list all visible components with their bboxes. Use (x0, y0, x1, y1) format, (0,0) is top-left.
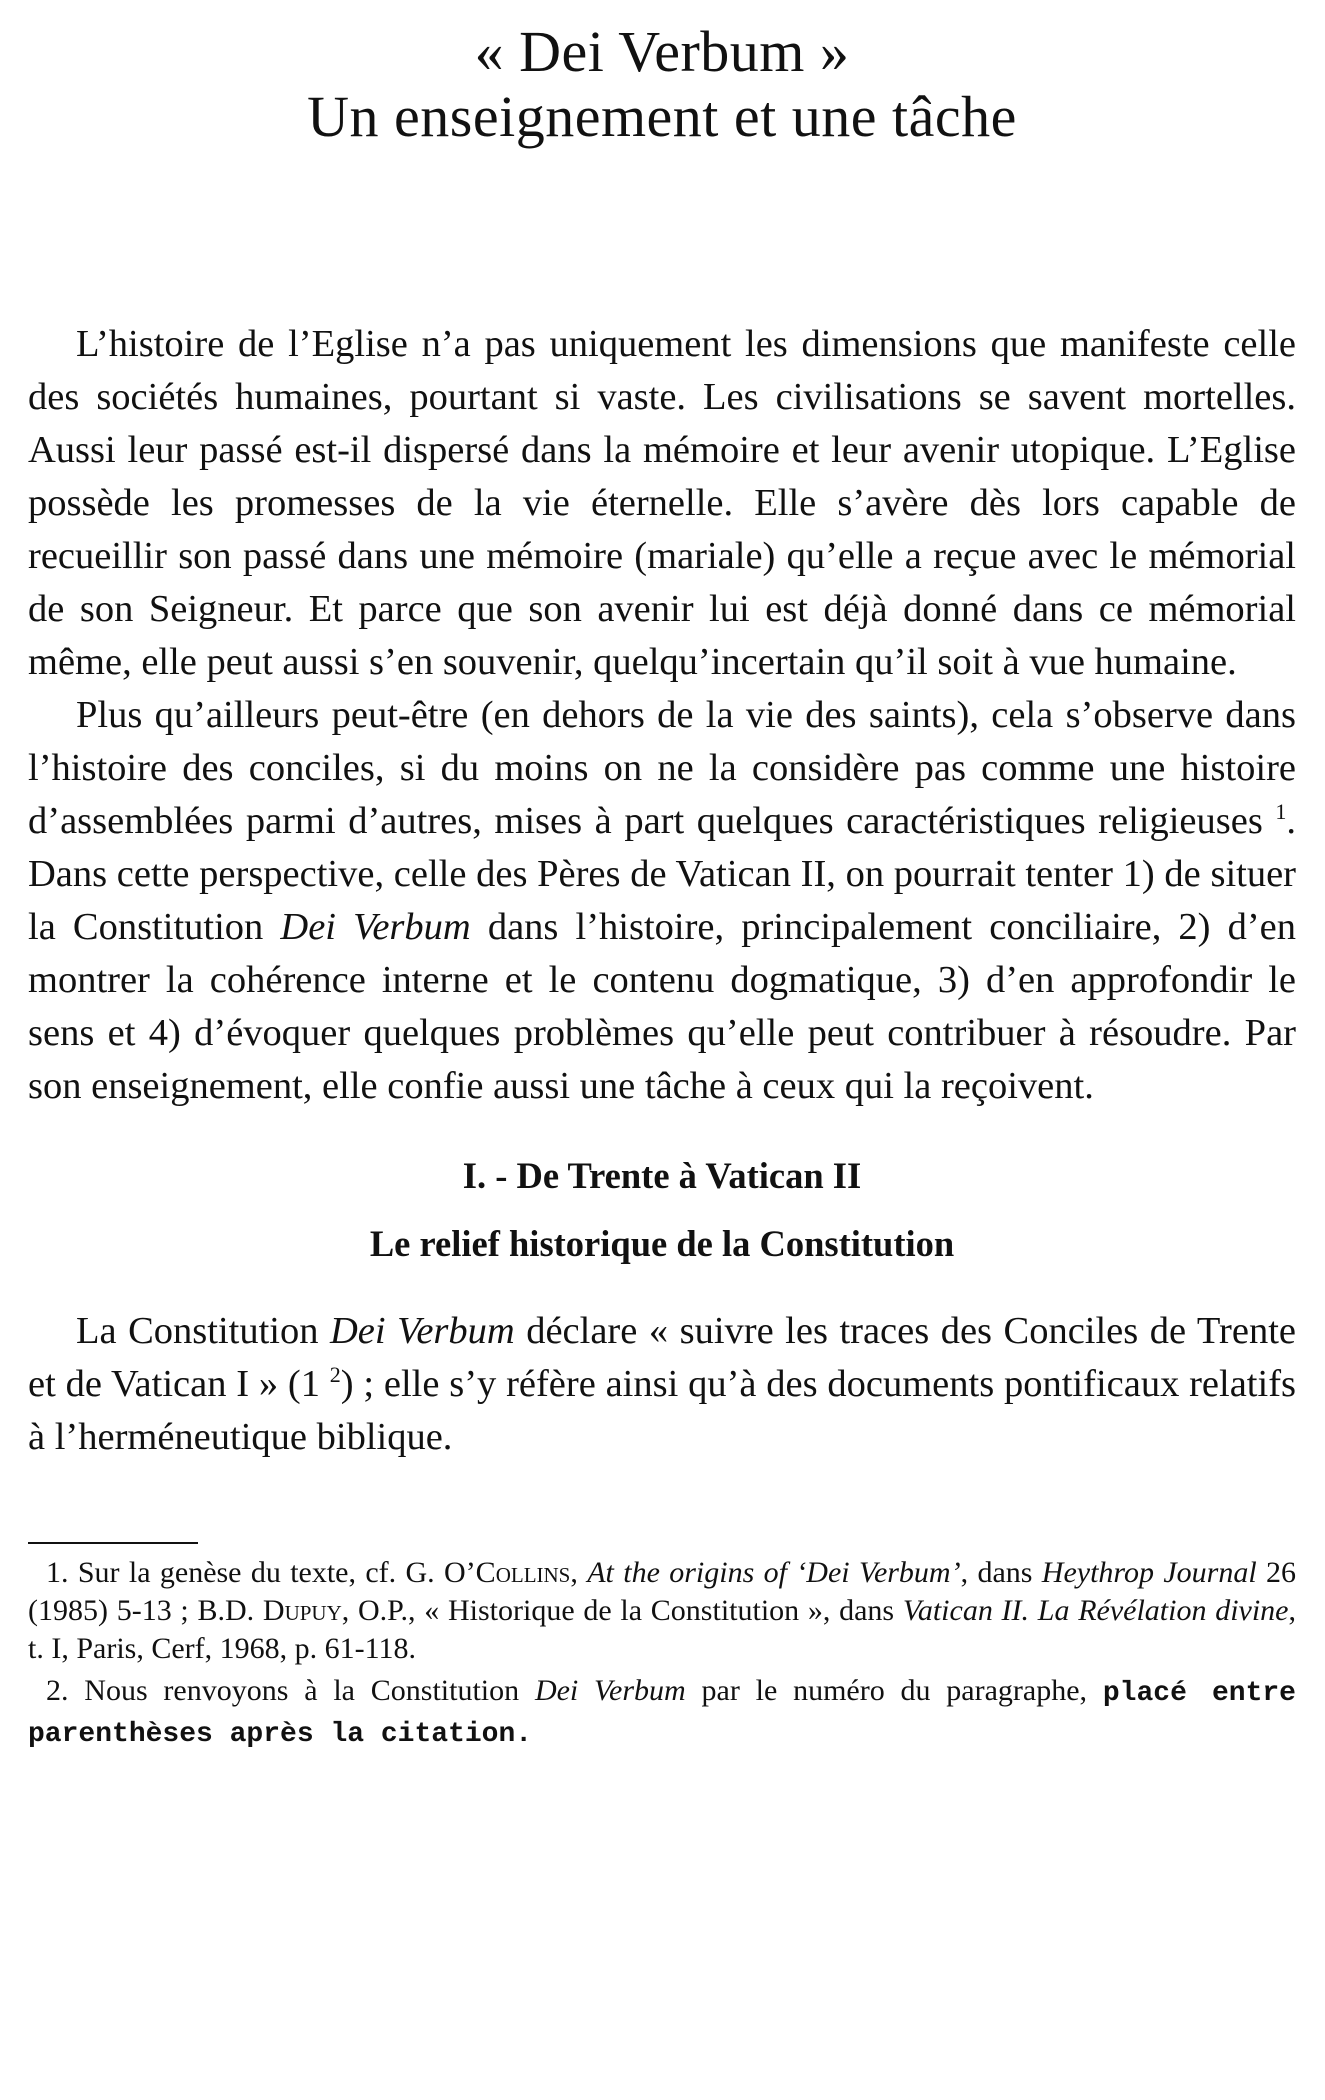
footnote-1-text-f: , t. I, Paris, Cerf, 1968, p. 61-118. (28, 1593, 1296, 1665)
footnote-1-italic-2: Heythrop Journal (1041, 1555, 1257, 1589)
footnote-1 (28, 1554, 1296, 1668)
title-line-1: « Dei Verbum » (474, 19, 850, 84)
paragraph-3-text-c: ) ; elle s’y réfère ainsi qu’à des documents pontificaux relatifs à l’herméneutique biblique. (28, 1362, 1297, 1458)
footnote-2-text-b: par le numéro du paragraphe, (685, 1673, 1103, 1707)
footnote-1-text-d: 26 (1985) 5-13 ; B.D. (28, 1555, 1297, 1627)
footnote-1-italic-3: Vatican II. La Révélation divine (902, 1593, 1289, 1627)
footnote-ref-1: 1 (1275, 799, 1287, 825)
paragraph-2-text-c: dans l’histoire, principalement conciliaire, 2) d’en montrer la cohérence interne et le contenu dogmatique, 3) d’en approfondir le sens et 4) d’évoquer quelques problèmes qu’elle peut contribuer à résoudre. Par son enseignement, elle confie aussi une tâche à ceux qui la reçoivent. (28, 905, 1296, 1107)
footnote-1-text-e: , O.P., « Historique de la Constitution », dans (341, 1593, 903, 1627)
paragraph-3-italic: Dei Verbum (330, 1309, 515, 1352)
paragraph-1-text: L’histoire de l’Eglise n’a pas uniquement les dimensions que manifeste celle des sociétés humaines, pourtant si vaste. Les civilisations se savent mortelles. Aussi leur passé est-il dispersé dans la mémoire et leur avenir utopique. L’Eglise possède les promesses de la vie éternelle. Elle s’avère dès lors capable de recueillir son passé dans une mémoire (mariale) qu’elle a reçue avec le mémorial de son Seigneur. Et parce que son avenir lui est déjà donné dans ce mémorial même, elle peut aussi s’en souvenir, quelqu’incertain qu’il soit à vue humaine. (28, 322, 1296, 683)
footnote-1-italic-1: At the origins of ‘Dei Verbum’ (587, 1555, 961, 1589)
footnote-2-text-c: placé entre parenthèses après la citation. (28, 1677, 1296, 1750)
paragraph-3-text-b: déclare « suivre les traces des Conciles de Trente et de Vatican I » (1 (28, 1309, 1296, 1405)
footnote-1-text-b: , (570, 1555, 588, 1589)
paragraph-1 (28, 318, 1296, 689)
footnote-1-author-2: Dupuy (262, 1593, 342, 1627)
footnote-1-text-c: , dans (960, 1555, 1042, 1589)
footnote-1-text-a: 1. Sur la genèse du texte, cf. G. (46, 1555, 445, 1589)
title-line-2: Un enseignement et une tâche (307, 83, 1017, 149)
section-heading-1: I. - De Trente à Vatican II (462, 1154, 862, 1196)
paragraph-2-italic: Dei Verbum (280, 905, 471, 948)
footnote-2-italic: Dei Verbum (534, 1673, 686, 1707)
paragraph-3 (28, 1305, 1296, 1464)
footnote-2 (28, 1672, 1296, 1754)
footnote-divider (28, 1542, 198, 1544)
document-page (28, 0, 1296, 1754)
section-heading-2: Le relief historique de la Constitution (369, 1222, 955, 1264)
footnote-ref-2: 2 (329, 1362, 341, 1388)
paragraph-2 (28, 689, 1296, 1113)
footnote-2-text-a: 2. Nous renvoyons à la Constitution (46, 1673, 535, 1707)
paragraph-2-text-b: . Dans cette perspective, celle des Pères de Vatican II, on pourrait tenter 1) de situer la Constitution (28, 799, 1297, 948)
footnote-1-author-1: O’Collins (444, 1555, 571, 1589)
paragraph-3-text-a: La Constitution (76, 1309, 330, 1352)
paragraph-2-text-a: Plus qu’ailleurs peut-être (en dehors de la vie des saints), cela s’observe dans l’histoire des conciles, si du moins on ne la considère pas comme une histoire d’assemblées parmi d’autres, mises à part quelques caractéristiques religieuses (28, 693, 1296, 842)
